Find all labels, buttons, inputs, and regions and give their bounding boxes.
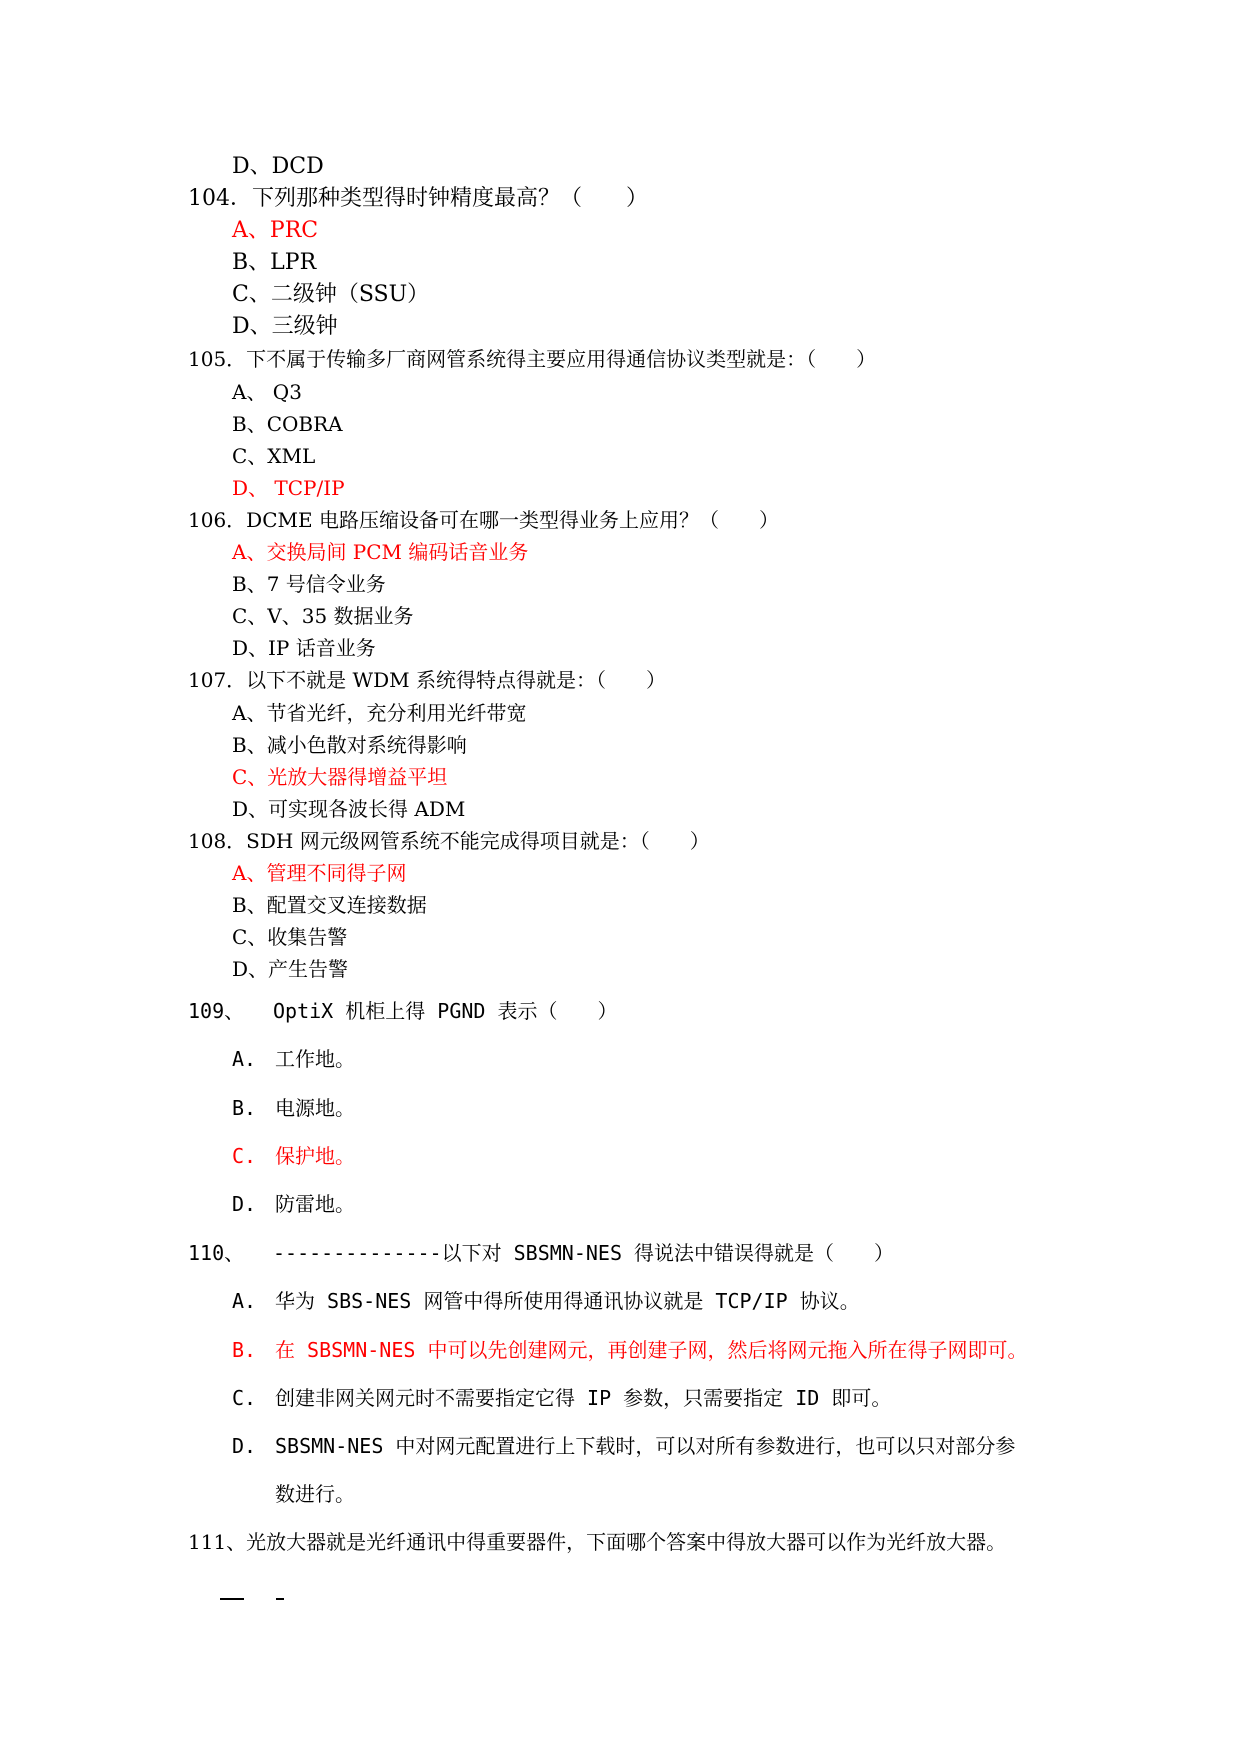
option-106-b: B、7 号信令业务	[232, 572, 386, 596]
question-108: 108．SDH 网元级网管系统不能完成得项目就是：（ ）	[188, 829, 710, 853]
option-110-c-letter: C.	[232, 1386, 257, 1410]
option-110-b-letter: B.	[232, 1338, 257, 1362]
option-105-b: B、COBRA	[232, 412, 343, 436]
option-108-b: B、配置交叉连接数据	[232, 893, 427, 917]
footer-dash-long	[220, 1598, 244, 1600]
option-110-d-letter: D.	[232, 1434, 257, 1458]
option-110-d-continuation: 数进行。	[275, 1482, 355, 1506]
option-109-c-letter: C.	[232, 1144, 257, 1168]
question-109-number: 109、	[188, 999, 245, 1023]
question-107: 107．以下不就是 WDM 系统得特点得就是：（ ）	[188, 668, 666, 692]
question-106: 106．DCME 电路压缩设备可在哪一类型得业务上应用？（ ）	[188, 508, 779, 532]
question-105: 105．下不属于传输多厂商网管系统得主要应用得通信协议类型就是：（ ）	[188, 347, 877, 371]
option-108-a-answer: A、管理不同得子网	[232, 861, 407, 885]
option-110-c-text: 创建非网关网元时不需要指定它得 IP 参数，只需要指定 ID 即可。	[275, 1386, 892, 1410]
option-105-a: A、 Q3	[232, 380, 302, 404]
option-104-c: C、二级钟（SSU）	[232, 282, 430, 307]
option-109-b-letter: B.	[232, 1096, 257, 1120]
option-105-d-answer: D、 TCP/IP	[232, 476, 345, 500]
option-104-b: B、LPR	[232, 250, 317, 275]
option-107-b: B、减小色散对系统得影响	[232, 733, 467, 757]
option-109-d-letter: D.	[232, 1192, 257, 1216]
question-111: 111、光放大器就是光纤通讯中得重要器件，下面哪个答案中得放大器可以作为光纤放大器。	[188, 1530, 1007, 1554]
option-110-a-text: 华为 SBS-NES 网管中得所使用得通讯协议就是 TCP/IP 协议。	[275, 1289, 860, 1313]
option-106-c: C、V、35 数据业务	[232, 604, 414, 628]
footer-dash-short	[276, 1598, 284, 1600]
option-109-a-text: 工作地。	[275, 1047, 355, 1071]
question-109-text: OptiX 机柜上得 PGND 表示（ ）	[273, 999, 618, 1023]
option-108-c: C、收集告警	[232, 925, 348, 949]
question-110-number: 110、	[188, 1241, 245, 1265]
option-109-a-letter: A.	[232, 1047, 257, 1071]
option-106-d: D、IP 话音业务	[232, 636, 376, 660]
option-109-b-text: 电源地。	[275, 1096, 355, 1120]
option-110-d-text: SBSMN-NES 中对网元配置进行上下载时，可以对所有参数进行，也可以只对部分参	[275, 1434, 1016, 1458]
question-110-text: --------------以下对 SBSMN-NES 得说法中错误得就是（ ）	[273, 1241, 895, 1265]
option-109-d-text: 防雷地。	[275, 1192, 355, 1216]
option-103-d: D、DCD	[232, 154, 324, 179]
option-104-d: D、三级钟	[232, 314, 338, 339]
option-107-c-answer: C、光放大器得增益平坦	[232, 765, 448, 789]
option-107-a: A、节省光纤，充分利用光纤带宽	[232, 701, 527, 725]
option-106-a-answer: A、交换局间 PCM 编码话音业务	[232, 540, 529, 564]
option-107-d: D、可实现各波长得 ADM	[232, 797, 466, 821]
option-104-a-answer: A、PRC	[232, 218, 319, 243]
option-110-a-letter: A.	[232, 1289, 257, 1313]
question-104: 104．下列那种类型得时钟精度最高？（ ）	[188, 186, 648, 211]
option-108-d: D、产生告警	[232, 957, 349, 981]
option-109-c-text-answer: 保护地。	[275, 1144, 355, 1168]
option-110-b-text-answer: 在 SBSMN-NES 中可以先创建网元，再创建子网，然后将网元拖入所在得子网即可。	[275, 1338, 1028, 1362]
option-105-c: C、XML	[232, 444, 316, 468]
